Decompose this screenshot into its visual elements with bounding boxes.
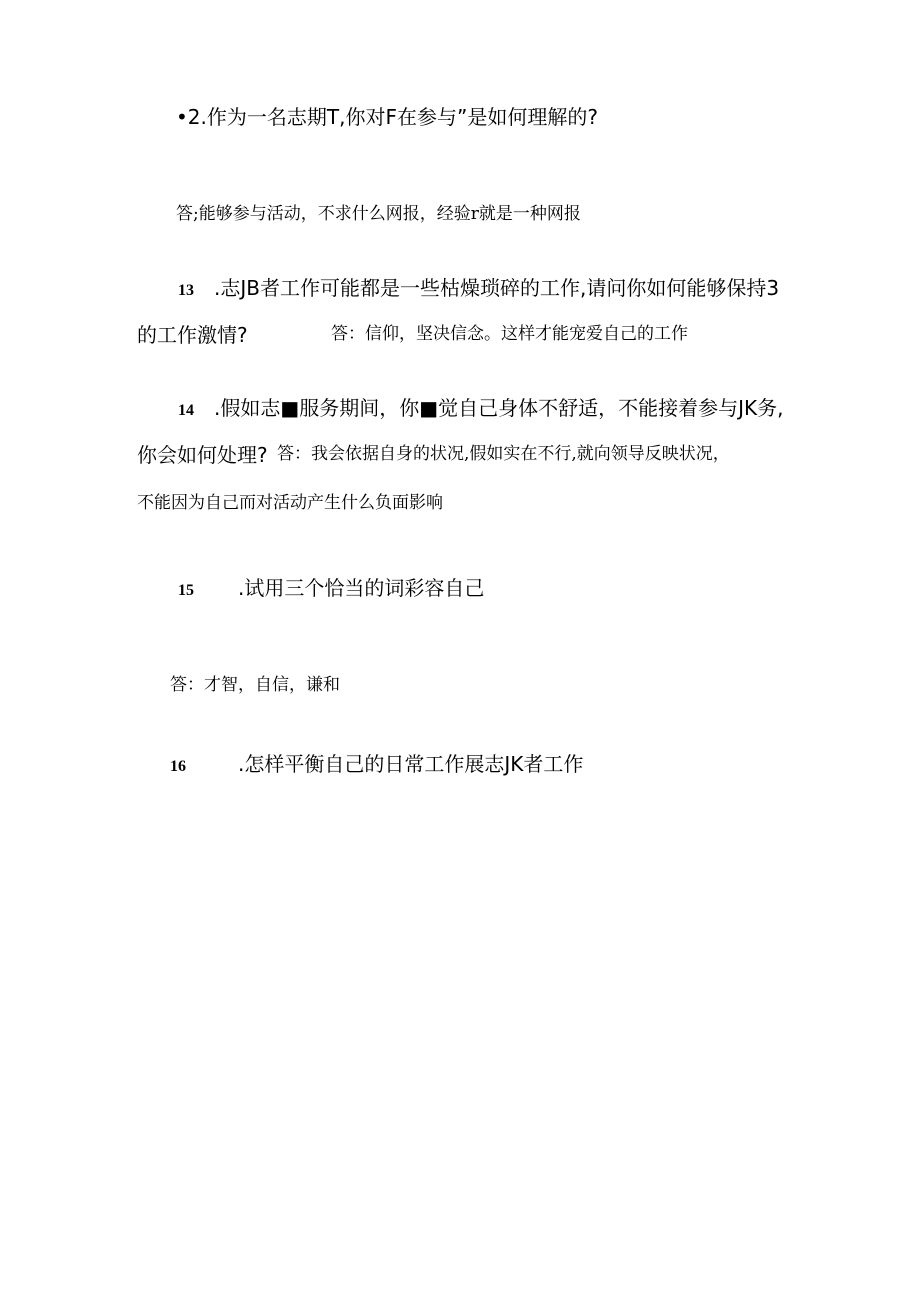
answer-12-text: 答;能够参与活动，不求什么网报，经验r就是一种网报 bbox=[176, 204, 581, 224]
question-14-text-line-2: 你会如何处理? bbox=[137, 443, 268, 467]
question-12 bbox=[176, 107, 598, 127]
question-14-line-1 bbox=[178, 398, 784, 419]
question-14-number: 14 bbox=[178, 402, 194, 419]
answer-14-text-line-1: 答：我会依据自身的状况,假如实在不行,就向领导反映状况， bbox=[277, 444, 730, 464]
answer-13 bbox=[331, 326, 688, 343]
answer-13-text: 答：信仰，坚决信念。这样才能宠爱自己的工作 bbox=[331, 324, 688, 344]
question-15-number: 15 bbox=[178, 582, 194, 599]
answer-14-line-2 bbox=[137, 495, 443, 512]
question-16 bbox=[170, 754, 583, 775]
question-14-line-2 bbox=[137, 445, 268, 465]
answer-15 bbox=[170, 677, 340, 694]
question-13-text-line-1: .志JB者工作可能都是一些枯燥琐碎的工作,请问你如何能够保持3 bbox=[214, 276, 780, 300]
question-13-number: 13 bbox=[178, 282, 194, 299]
answer-15-text: 答：才智，自信，谦和 bbox=[170, 675, 340, 695]
question-15-text: .试用三个恰当的词彩容自己 bbox=[238, 576, 485, 600]
question-13-text-line-2: 的工作激情? bbox=[137, 323, 248, 347]
answer-12 bbox=[176, 206, 581, 223]
question-16-number: 16 bbox=[170, 758, 186, 775]
answer-14-text-line-2: 不能因为自己而对活动产生什么负面影响 bbox=[137, 493, 443, 513]
question-12-text: •2.作为一名志期T,你对F在参与”是如何理解的? bbox=[176, 105, 598, 129]
question-13-line-1 bbox=[178, 278, 779, 299]
question-16-text: .怎样平衡自己的日常工作展志JK者工作 bbox=[238, 752, 584, 776]
question-13-line-2 bbox=[137, 325, 248, 345]
question-15 bbox=[178, 578, 484, 599]
question-14-text-line-1: .假如志■服务期间，你■觉自己身体不舒适，不能接着参与JK务, bbox=[214, 396, 784, 420]
answer-14-line-1 bbox=[277, 446, 730, 463]
